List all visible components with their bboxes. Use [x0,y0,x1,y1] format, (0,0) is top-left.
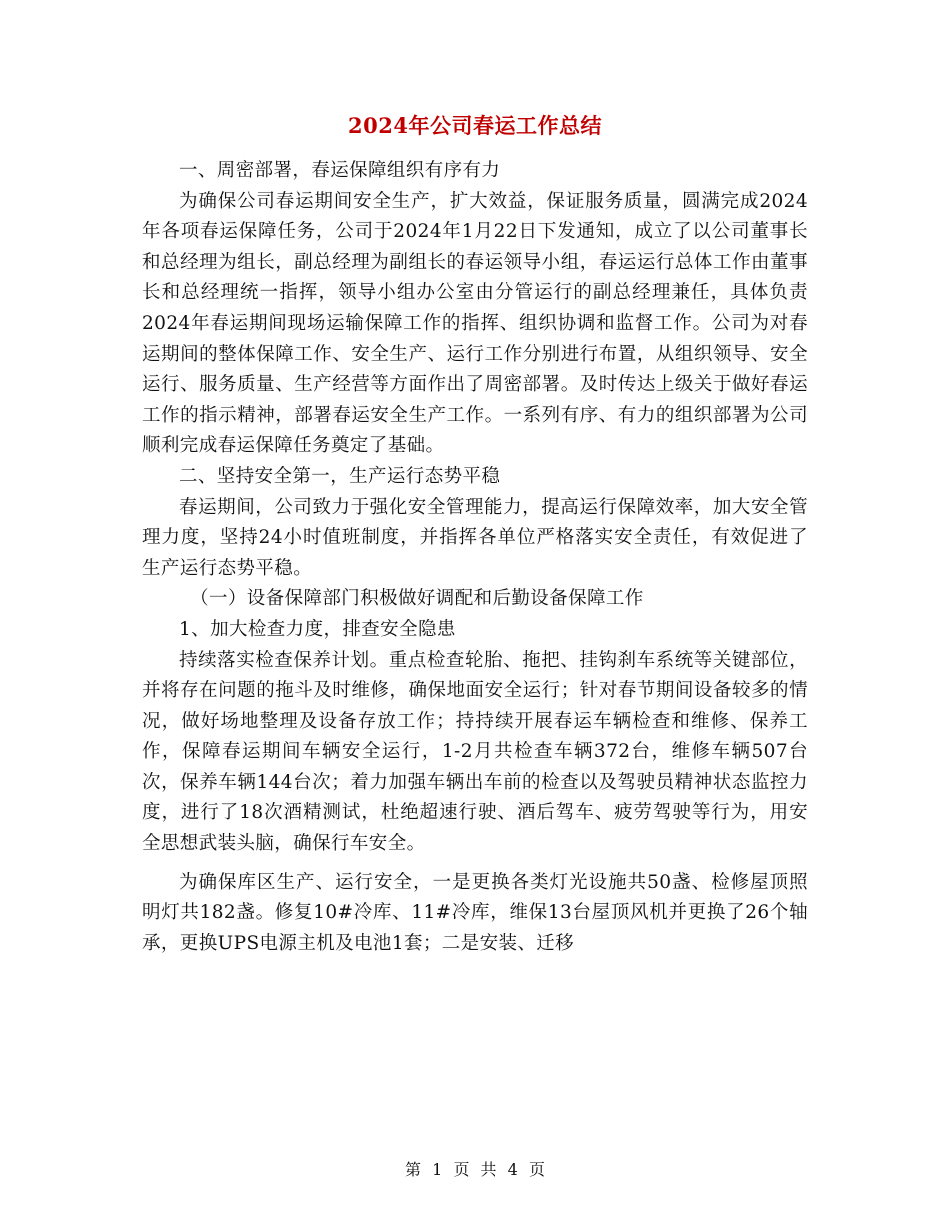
page-label-suffix: 页 [528,1160,545,1179]
item-heading: 1、加大检查力度，排查安全隐患 [179,618,456,640]
body-paragraph: 为确保公司春运期间安全生产，扩大效益，保证服务质量，圆满完成2024年各项春运保障任务，公司于2024年1月22日下发通知，成立了以公司董事长和总经理为组长，副总经理为副组长的春运领导小组，春运运行总体工作由董事长和总经理统一指挥，领导小组办公室由分管运行的副总经理兼任，具体负责2024年春运期间现场运输保障工作的指挥、组织协调和监督工作。公司为对春运期间的整体保障工作、安全生产、运行工作分别进行布置，从组织领导、安全运行、服务质量、生产经营等方面作出了周密部署。及时传达上级关于做好春运工作的指示精神，部署春运安全生产工作。一系列有序、有力的组织部署为公司顺利完成春运保障任务奠定了基础。 [142,190,808,457]
page-footer [0,1157,950,1180]
document-title: 2024年公司春运工作总结 [348,113,602,138]
page-total: 4 [507,1160,518,1179]
subsection-heading: （一）设备保障部门积极做好调配和后勤设备保障工作 [190,588,644,610]
section-heading-1: 一、周密部署，春运保障组织有序有力 [179,160,501,181]
page-label-prefix: 第 [405,1160,422,1179]
page-label-mid: 页 [453,1160,470,1179]
document-body [142,156,808,959]
section-heading-2: 二、坚持安全第一，生产运行态势平稳 [179,465,501,487]
page-total-prefix: 共 [480,1160,497,1179]
page-current: 1 [432,1160,443,1179]
body-paragraph: 持续落实检查保养计划。重点检查轮胎、拖把、挂钩刹车系统等关键部位，并将存在问题的拖斗及时维修，确保地面安全运行；针对春节期间设备较多的情况，做好场地整理及设备存放工作；持持续开展春运车辆检查和维修、保养工作，保障春运期间车辆安全运行，1-2月共检查车辆372台，维修车辆507台次，保养车辆144台次；着力加强车辆出车前的检查以及驾驶员精神状态监控力度，进行了18次酒精测试，杜绝超速行驶、酒后驾车、疲劳驾驶等行为，用安全思想武装头脑，确保行车安全。 [142,649,808,855]
body-paragraph: 为确保库区生产、运行安全，一是更换各类灯光设施共50盏、检修屋顶照明灯共182盏。修复10#冷库、11#冷库，维保13台屋顶风机并更换了26个轴承，更换UPS电源主机及电池1套；二是安装、迁移 [142,871,808,954]
body-paragraph: 春运期间，公司致力于强化安全管理能力，提高运行保障效率，加大安全管理力度，坚持24小时值班制度，并指挥各单位严格落实安全责任，有效促进了生产运行态势平稳。 [142,496,808,579]
